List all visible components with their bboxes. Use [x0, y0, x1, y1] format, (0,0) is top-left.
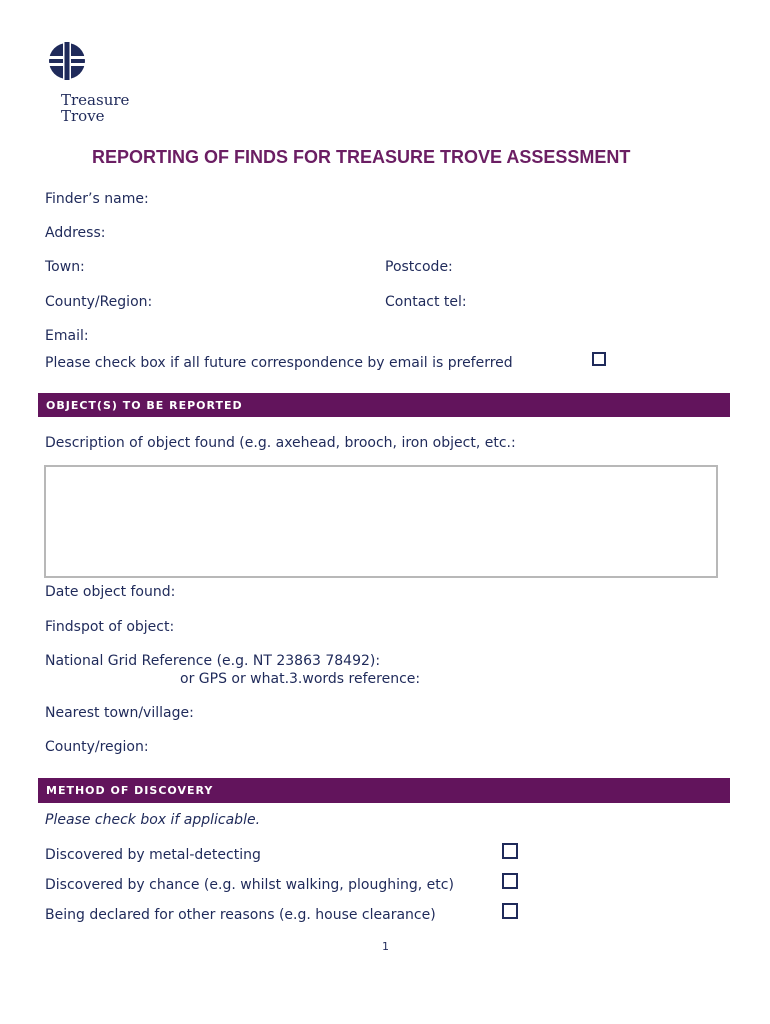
email-preference-label: Please check box if all future correspondence by email is preferred	[45, 355, 513, 371]
county-region-label: County/Region:	[45, 294, 153, 310]
method-option-metal-detecting-checkbox[interactable]	[502, 843, 518, 859]
findspot-label: Findspot of object:	[45, 619, 175, 635]
treasure-trove-logo	[48, 42, 138, 127]
objects-section-header	[38, 393, 730, 417]
method-option-other-label: Being declared for other reasons (e.g. house clearance)	[45, 907, 436, 923]
email-label: Email:	[45, 328, 89, 344]
finder-name-label: Finder’s name:	[45, 191, 149, 207]
treasure-trove-emblem-icon	[48, 42, 86, 80]
method-option-chance-label: Discovered by chance (e.g. whilst walking, ploughing, etc)	[45, 877, 454, 893]
description-textarea[interactable]	[44, 465, 718, 578]
method-option-chance-checkbox[interactable]	[502, 873, 518, 889]
address-label: Address:	[45, 225, 106, 241]
gps-reference-label: or GPS or what.3.words reference:	[180, 671, 421, 687]
town-label: Town:	[45, 259, 85, 275]
logo-text-line2: Trove	[61, 107, 105, 125]
object-county-label: County/region:	[45, 739, 149, 755]
postcode-label: Postcode:	[385, 259, 453, 275]
logo-text-line1: Treasure	[61, 91, 130, 109]
method-option-metal-detecting-label: Discovered by metal-detecting	[45, 847, 261, 863]
method-section-header-text: METHOD OF DISCOVERY	[46, 784, 214, 797]
email-preference-checkbox[interactable]	[592, 352, 606, 366]
contact-tel-label: Contact tel:	[385, 294, 467, 310]
nearest-town-label: Nearest town/village:	[45, 705, 194, 721]
date-found-label: Date object found:	[45, 584, 176, 600]
method-section-header	[38, 778, 730, 803]
description-label: Description of object found (e.g. axehead, brooch, iron object, etc.:	[45, 435, 516, 451]
objects-section-header-text: OBJECT(S) TO BE REPORTED	[46, 398, 243, 412]
page-number: 1	[382, 940, 389, 953]
grid-reference-label: National Grid Reference (e.g. NT 23863 78492):	[45, 653, 381, 669]
method-instruction: Please check box if applicable.	[45, 812, 261, 828]
method-option-other-checkbox[interactable]	[502, 903, 518, 919]
page-title: REPORTING OF FINDS FOR TREASURE TROVE ASSESSMENT	[92, 147, 631, 167]
